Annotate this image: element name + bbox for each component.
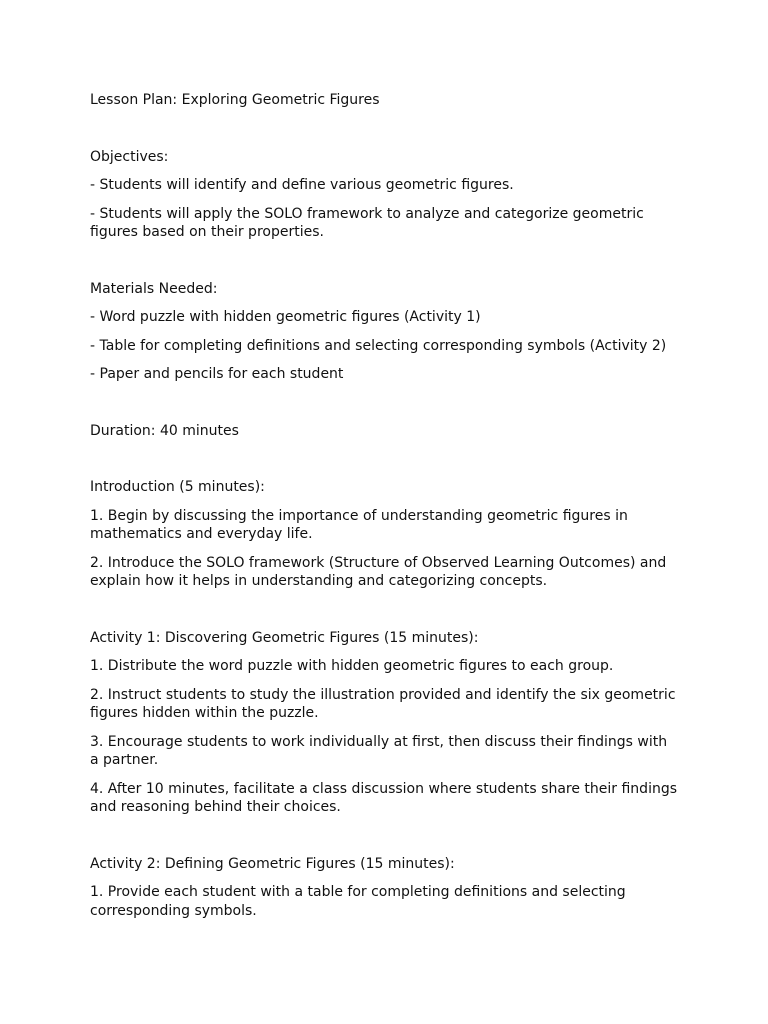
activity1-heading: Activity 1: Discovering Geometric Figures (15 minutes): (90, 629, 479, 646)
objective-item: - Students will apply the SOLO framework to analyze and categorize geometric figures based on their properties. (90, 205, 644, 240)
activity2-step: 1. Provide each student with a table for completing definitions and selecting corresponding symbols. (90, 884, 626, 919)
objectives-heading: Objectives: (90, 148, 169, 165)
duration-text: Duration: 40 minutes (90, 422, 239, 439)
objective-item: - Students will identify and define various geometric figures. (90, 177, 514, 193)
activity2-heading: Activity 2: Defining Geometric Figures (15 minutes): (90, 855, 455, 872)
materials-heading: Materials Needed: (90, 280, 218, 297)
material-item: - Paper and pencils for each student (90, 366, 344, 382)
activity1-step: 4. After 10 minutes, facilitate a class discussion where students share their findings and reasoning behind their choices. (90, 780, 678, 815)
material-item: - Word puzzle with hidden geometric figures (Activity 1) (90, 309, 481, 325)
introduction-step: 2. Introduce the SOLO framework (Structure of Observed Learning Outcomes) and explain how it helps in understanding and categorizing concepts. (90, 554, 667, 589)
material-item: - Table for completing definitions and selecting corresponding symbols (Activity 2) (90, 337, 667, 354)
document-title: Lesson Plan: Exploring Geometric Figures (90, 92, 380, 108)
introduction-step: 1. Begin by discussing the importance of understanding geometric figures in mathematics and everyday life. (90, 507, 628, 542)
activity1-step: 1. Distribute the word puzzle with hidden geometric figures to each group. (90, 658, 614, 674)
activity1-step: 3. Encourage students to work individually at first, then discuss their findings with a partner. (90, 733, 668, 768)
introduction-heading: Introduction (5 minutes): (90, 479, 265, 495)
document-page (90, 91, 680, 930)
activity1-step: 2. Instruct students to study the illustration provided and identify the six geometric figures hidden within the puzzle. (90, 686, 676, 721)
